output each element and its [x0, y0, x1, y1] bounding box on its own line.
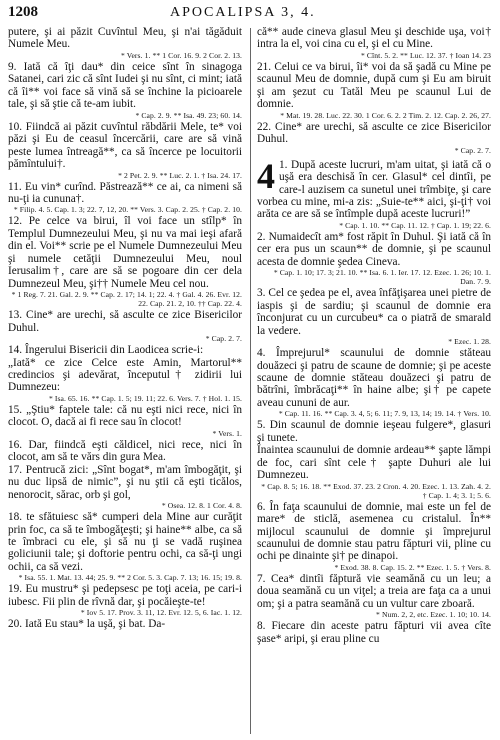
chapter-number: 4 [257, 155, 275, 196]
verse-text: 16. Dar, fiindcă eşti căldicel, nici rece, nici în clocot, am să te vărs din gura Mea. [8, 438, 242, 464]
verse-text: 7. Cea* dintîi făptură vie seamănă cu un leu; a doua seamănă cu un viţel; a treia are faţa ca a unui om; şi a patra seamănă cu un vultur care zboară. [257, 572, 491, 610]
cross-reference: * Cap. 11. 16. ** Cap. 3. 4, 5; 6. 11; 7. 9, 13, 14; 19. 14. † Vers. 10. [278, 409, 491, 419]
cross-reference: * Cînt. 5. 2. ** Luc. 12. 37. † Ioan 14. 23 [360, 50, 491, 60]
cross-reference: * Exod. 38. 8. Cap. 15. 2. ** Ezec. 1. 5. † Vers. 8. [334, 562, 491, 572]
cross-reference: * Osea. 12. 8. 1 Cor. 4. 8. [161, 501, 242, 511]
verse-text: Înaintea scaunului de domnie ardeau** şapte lămpi de foc, cari sînt cele† şapte Duhuri ale lui Dumnezeu. [257, 444, 491, 482]
verse-text: 22. Cine* are urechi, să asculte ce zice Bisericilor Duhul. [257, 120, 491, 146]
cross-reference: * Mat. 19. 28. Luc. 22. 30. 1 Cor. 6. 2. 2 Tim. 2. 12. Cap. 2. 26, 27. [280, 110, 491, 120]
cross-reference: * Cap. 1. 10. ** Cap. 11. 12. † Cap. 1. 19; 22. 6. [339, 220, 491, 230]
running-title: APOCALIPSA 3, 4. [170, 5, 316, 20]
cross-reference: * Isa. 55. 1. Mat. 13. 44; 25. 9. ** 2 Cor. 5. 3. Cap. 7. 13; 16. 15; 19. 8. [18, 573, 242, 583]
verse-text: 15. „Ştiu* faptele tale: că nu eşti nici rece, nici în clocot. O, dacă ai fi rece sau în clocot! [8, 403, 242, 429]
cross-reference: * Num. 2, 2, etc. Ezec. 1. 10; 10. 14. [376, 610, 491, 620]
verse-text: 14. Îngerului Bisericii din Laodicea scrie-i: [8, 344, 204, 357]
verse-text: 8. Fiecare din aceste patru făpturi vii avea cîte şase* aripi, şi erau pline cu [257, 620, 491, 645]
verse-text: 12. Pe celce va birui, îl voi face un stîlp* în Templul Dumnezeului Meu, şi nu va mai ieşi afară din el. Voi** scrie pe el Numele Dumnezeului Meu şi numele cetăţii Dumnezeului Meu, noul Ierusalim†, care are să se pogoare din cer dela Dumnezeul Meu, şi†† Numele Meu cel nou. [8, 215, 242, 290]
cross-reference: * 1 Reg. 7. 21. Gal. 2. 9. ** Cap. 2. 17; 14. 1; 22. 4. † Gal. 4. 26. Evr. 12. 22. Cap. 21. 2, 10. †† Cap. 22. 4. [11, 290, 242, 309]
verse-text: 1. După aceste lucruri, m'am uitat, şi iată că o uşă era deschisă în cer. Glasul* cel dintîi, pe care-l auzisem ca sunetul unei trîmbiţe, şi care vorbea cu mine, mi-a zis: „Suie-te** aici, şi-ţi† voi arăta ce are să se întîmple după aceste lucruri!” [257, 158, 491, 221]
cross-reference: * Cap. 8. 5; 16. 18. ** Exod. 37. 23. 2 Cron. 4. 20. Ezec. 1. 13. Zah. 4. 2. † Cap. 1. 4; 3. 1; 5. 6. [261, 481, 491, 500]
verse-text: „Iată* ce zice Celce este Amin, Martorul** credincios şi adevărat, începutul† zidirii lui Dumnezeu: [8, 356, 242, 394]
verse-text: 10. Fiindcă ai păzit cuvîntul răbdării Mele, te* voi păzi şi Eu de ceasul încercării, care are să vină peste lumea întreagă**, ca să încerce pe locuitorii pămîntului†. [8, 120, 242, 171]
cross-reference: * Cap. 2. 7. [205, 334, 242, 344]
cross-reference: * Cap. 1. 10; 17. 3; 21. 10. ** Isa. 6. 1. Ier. 17. 12. Ezec. 1. 26; 10. 1. Dan. 7. 9. [273, 268, 491, 287]
verse-text: 13. Cine* are urechi, să asculte ce zice Bisericilor Duhul. [8, 309, 242, 334]
verse-text: că** aude cineva glasul Meu şi deschide uşa, voi† intra la el, voi cina cu el, şi el cu Mine. [257, 26, 491, 51]
cross-reference: * Vers. 1. ** 1 Cor. 16. 9. 2 Cor. 2. 13. [120, 50, 242, 60]
verse-text: 11. Eu vin* curînd. Păstrează** ce ai, ca nimeni să nu-ţi ia cununa†. [8, 180, 242, 205]
column-divider [250, 28, 251, 734]
verse-text: 2. Numaidecît am* fost răpit în Duhul. Şi iată că în cer era pus un scaun** de domnie, şi pe scaunul acesta de domnie şedea Cineva. [257, 230, 491, 268]
cross-reference: * Cap. 2. 7. [454, 145, 491, 155]
verse-text: 17. Pentrucă zici: „Sînt bogat*, m'am îmbogăţit, şi nu duc lipsă de nimic”, şi nu ştii că eşti ticălos, nenorocit, sărac, orb şi gol, [8, 463, 242, 501]
cross-reference: * Iov 5. 17. Prov. 3. 11, 12. Evr. 12. 5, 6. Iac. 1. 12. [80, 608, 242, 618]
verse-text: 21. Celui ce va birui, îi* voi da să şadă cu Mine pe scaunul Meu de domnie, după cum şi Eu am biruit şi am şezut cu Tatăl Meu pe scaunul Lui de domnie. [257, 60, 491, 111]
page-header [8, 4, 492, 26]
cross-reference: * Filip. 4. 5. Cap. 1. 3; 22. 7, 12, 20. ** Vers. 3. Cap. 2. 25. † Cap. 2. 10. [13, 205, 242, 215]
cross-reference: * Isa. 65. 16. ** Cap. 1. 5; 19. 11; 22. 6. Vers. 7. † Hol. 1. 15. [48, 393, 242, 403]
right-column [257, 26, 491, 645]
page-number: 1208 [8, 4, 38, 20]
cross-reference: * Ezec. 1. 28. [448, 337, 491, 347]
chapter-start [257, 155, 491, 221]
verse-text: 5. Din scaunul de domnie ieşeau fulgere*, glasuri şi tunete. [257, 419, 491, 444]
verse-text: 4. Împrejurul* scaunului de domnie stăteau douăzeci şi patru de scaune de domnie; şi pe aceste scaune de domnie stăteau douăzeci şi patru de bătrîni, îmbrăcaţi** în haine albe; şi† pe capete aveau cununi de aur. [257, 347, 491, 409]
verse-text: 3. Cel ce şedea pe el, avea înfăţişarea unei pietre de iaspis şi de sardiu; şi scaunul de domnie era înconjurat cu un curcubeu* ca o piatră de smarald la vedere. [257, 287, 491, 337]
cross-reference: * 2 Pet. 2. 9. ** Luc. 2. 1. † Isa. 24. 17. [118, 170, 242, 180]
verse-text: 20. Iată Eu stau* la uşă, şi bat. Da- [8, 618, 166, 631]
cross-reference: * Vers. 1. [212, 428, 242, 438]
verse-text: 18. te sfătuiesc să* cumperi dela Mine aur curăţit prin foc, ca să te îmbogăţeşti; şi haine** albe, ca să te îmbraci cu ele, şi să nu ţi se vadă ruşinea goliciunii tale; şi doftorie pentru ochi, ca să-ţi ungi ochii, ca să vezi. [8, 511, 242, 573]
verse-text: 6. În faţa scaunului de domnie, mai este un fel de mare* de sticlă, asemenea cu cristalul. În** mijlocul scaunului de domnie şi împrejurul scaunului de domnie stau patru făpturi vii, pline cu ochi pe dinainte şi† pe dinapoi. [257, 500, 491, 563]
cross-reference: * Cap. 2. 9. ** Isa. 49. 23; 60. 14. [135, 110, 242, 120]
verse-text: 9. Iată că îţi dau* din ceice sînt în sinagoga Satanei, cari zic că sînt Iudei şi nu sînt, ci mint; iată că îi** voi face să vină să se închine la picioarele tale, şi să ştie că te-am iubit. [8, 60, 242, 111]
verse-text: 19. Eu mustru* şi pedepsesc pe toţi aceia, pe cari-i iubesc. Fii plin de rîvnă dar, şi pocăieşte-te! [8, 583, 242, 608]
verse-text: putere, şi ai păzit Cuvîntul Meu, şi n'ai tăgăduit Numele Meu. [8, 26, 242, 51]
left-column [8, 26, 242, 631]
